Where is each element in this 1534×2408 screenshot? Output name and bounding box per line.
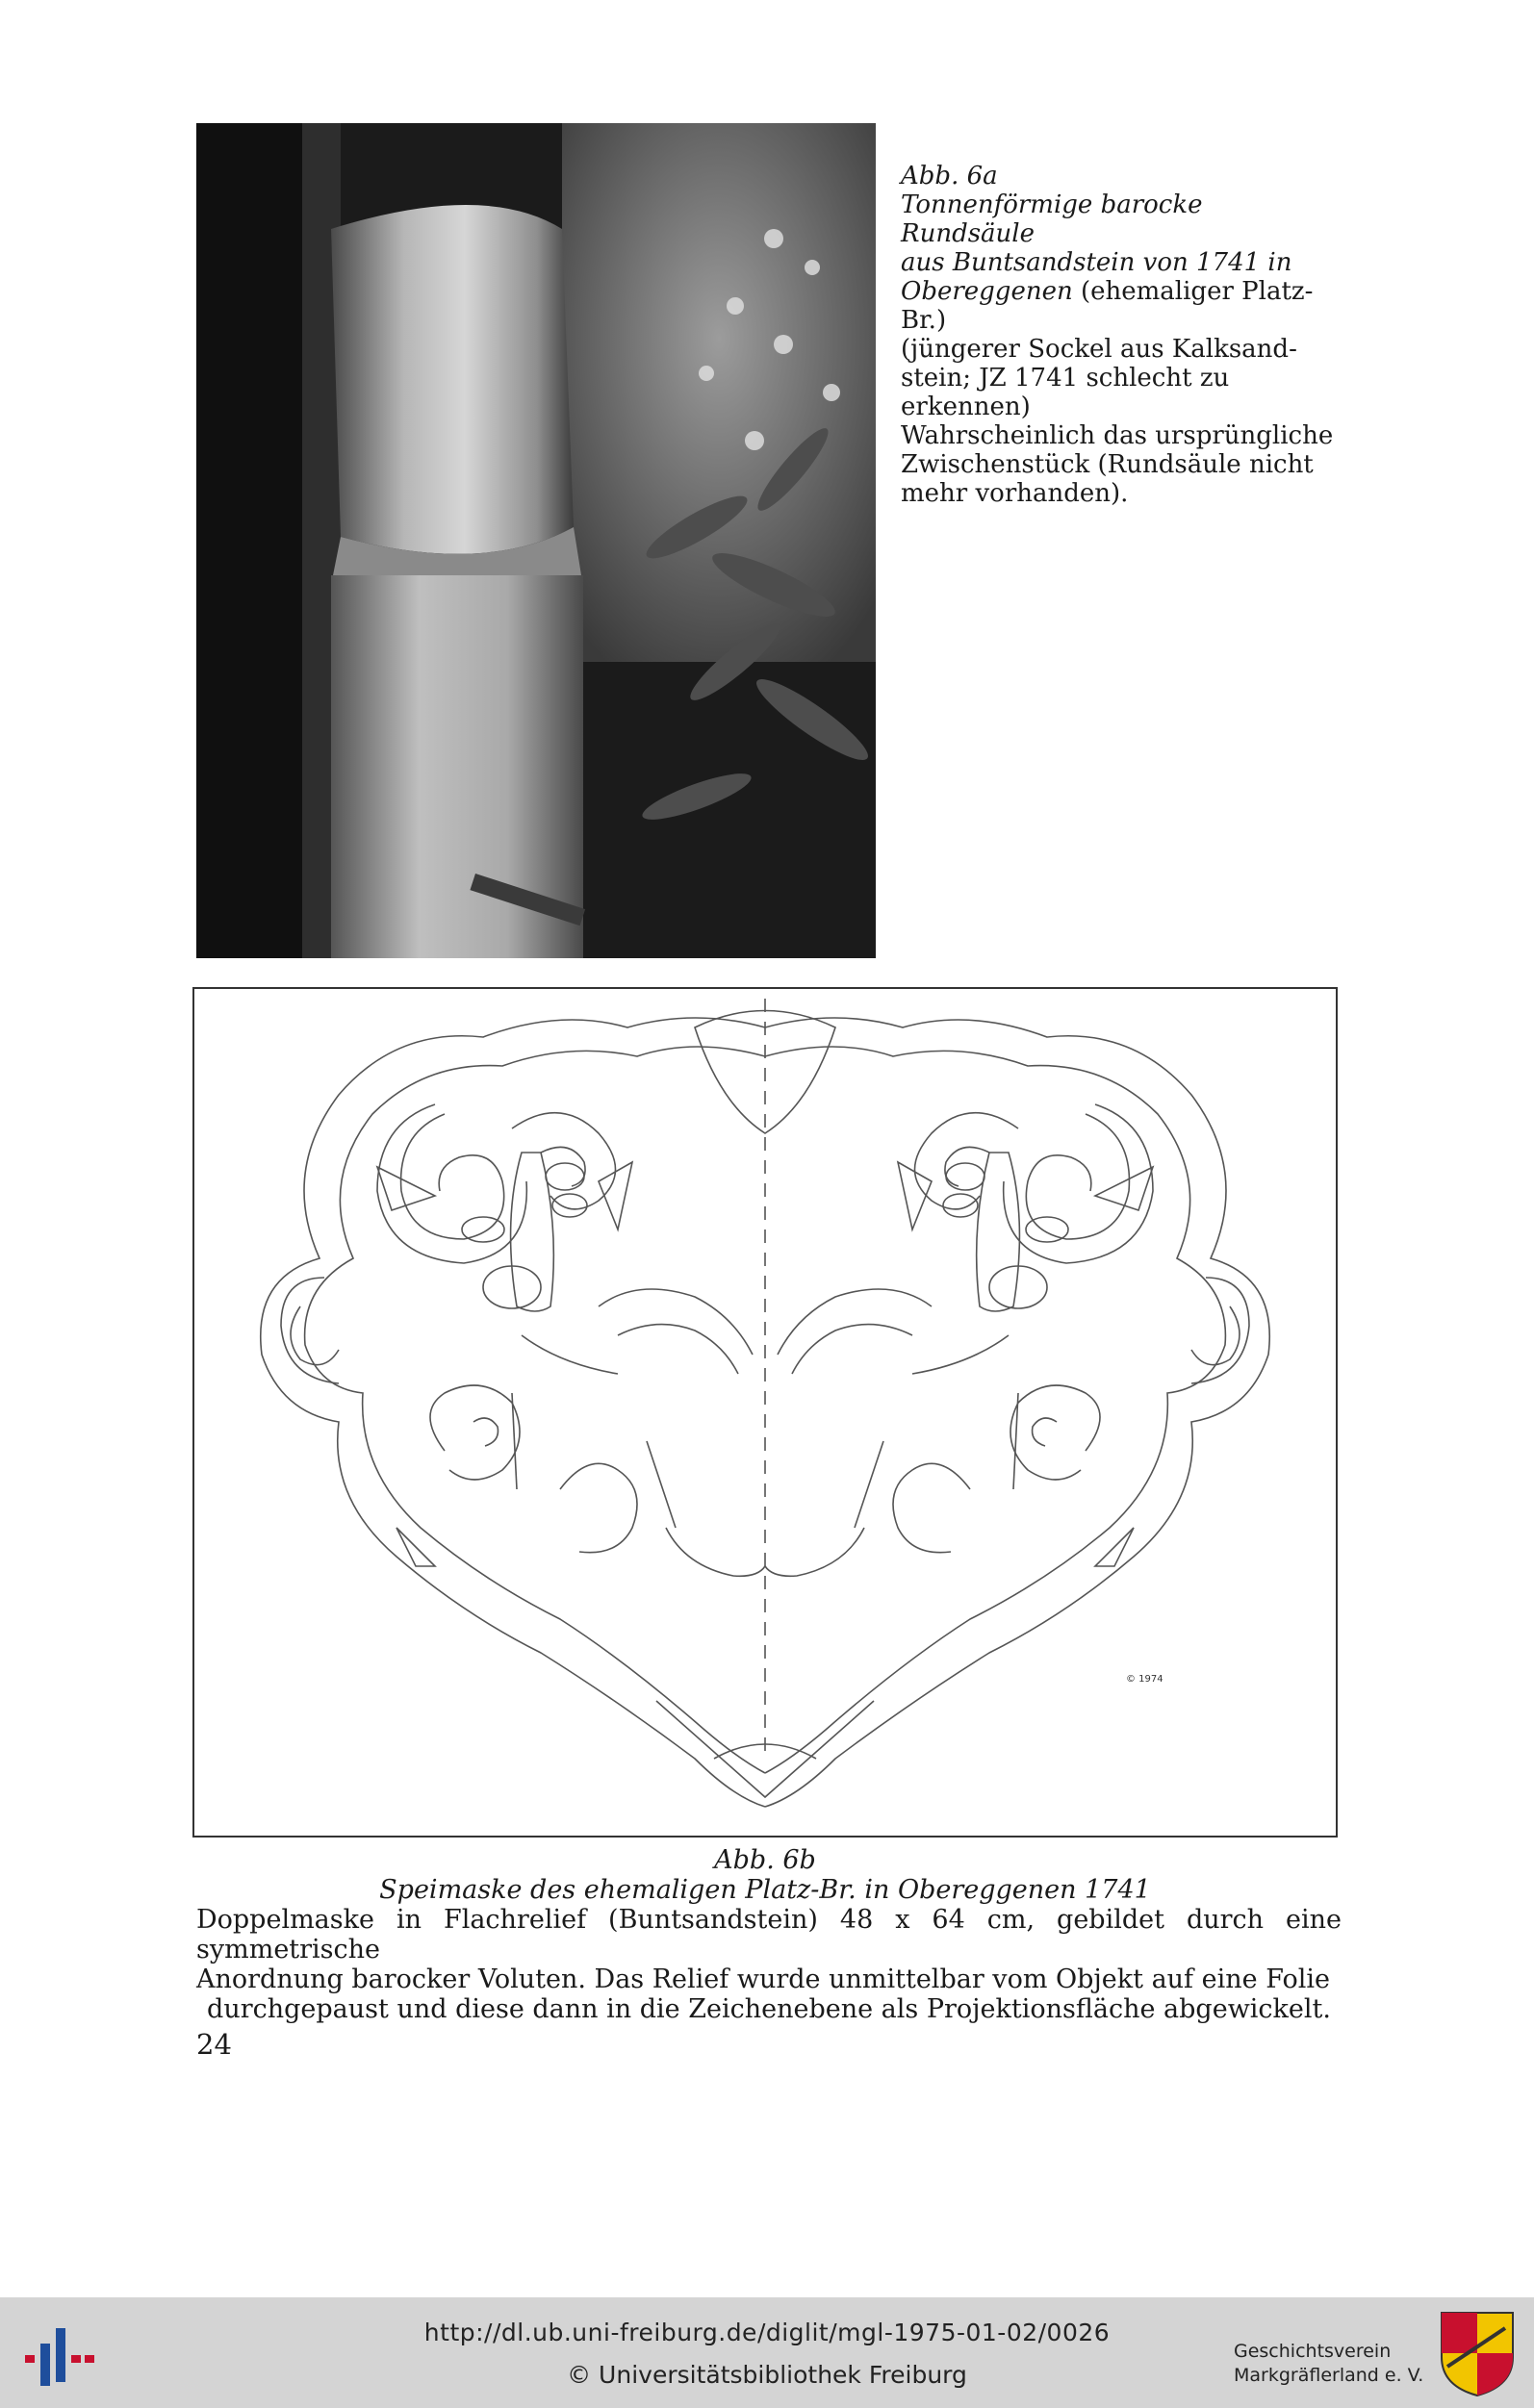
figure-6a-title-line: Tonnenförmige barocke Rundsäule xyxy=(901,190,1203,248)
figure-6a-caption xyxy=(901,162,1343,508)
figure-6b-caption-body xyxy=(196,1905,1342,2024)
permalink-url[interactable]: http://dl.ub.uni-freiburg.de/diglit/mgl-1975-01-02/0026 xyxy=(423,2319,1111,2346)
figure-6a-body-line: mehr vorhanden). xyxy=(901,479,1129,508)
figure-6a-body-line: (jüngerer Sockel aus Kalksand- xyxy=(901,335,1297,364)
figure-6b-body-line: durchgepaust und diese dann in die Zeichenebene als Projektionsfläche abgewickelt. xyxy=(207,1994,1331,2024)
figure-6a-body-line: Zwischenstück (Rundsäule nicht xyxy=(901,450,1314,479)
page-number: 24 xyxy=(196,2028,232,2061)
figure-6b-caption-title xyxy=(192,1845,1338,1905)
column-photo xyxy=(196,123,876,958)
figure-6b-body-line: Doppelmaske in Flachrelief (Buntsandstein) 48 x 64 cm, gebildet durch eine symmetrische xyxy=(196,1905,1342,1964)
library-copyright: © Universitätsbibliothek Freiburg xyxy=(567,2361,967,2389)
figure-6a-title-line: aus Buntsandstein von 1741 in xyxy=(901,248,1292,277)
footer-bar xyxy=(0,2297,1534,2408)
figure-6b-body-line: Anordnung barocker Voluten. Das Relief wurde unmittelbar vom Objekt auf eine Folie xyxy=(196,1964,1330,1994)
drawing-copyright-mark: © 1974 xyxy=(1126,1674,1163,1685)
spout-mask-drawing xyxy=(192,987,1338,1838)
coat-of-arms-icon xyxy=(1438,2309,1517,2397)
society-name xyxy=(1234,2340,1436,2388)
figure-6a-place-line xyxy=(901,277,1343,335)
figure-6a-place: Obereggenen xyxy=(901,277,1073,306)
figure-6a-label: Abb. 6a xyxy=(901,162,998,190)
figure-6a-body-line: stein; JZ 1741 schlecht zu erkennen) xyxy=(901,364,1230,421)
society-name-line: Geschichtsverein xyxy=(1234,2341,1392,2362)
figure-6a-body-line: Wahrscheinlich das ursprüngliche xyxy=(901,421,1334,450)
society-name-line: Markgräflerland e. V. xyxy=(1234,2365,1424,2386)
figure-6b-label: Abb. 6b xyxy=(714,1845,816,1875)
figure-6a-place-suffix: (ehemaliger Platz-Br.) xyxy=(901,277,1314,335)
figure-6b-title: Speimaske des ehemaligen Platz-Br. in Obereggenen 1741 xyxy=(379,1875,1151,1905)
